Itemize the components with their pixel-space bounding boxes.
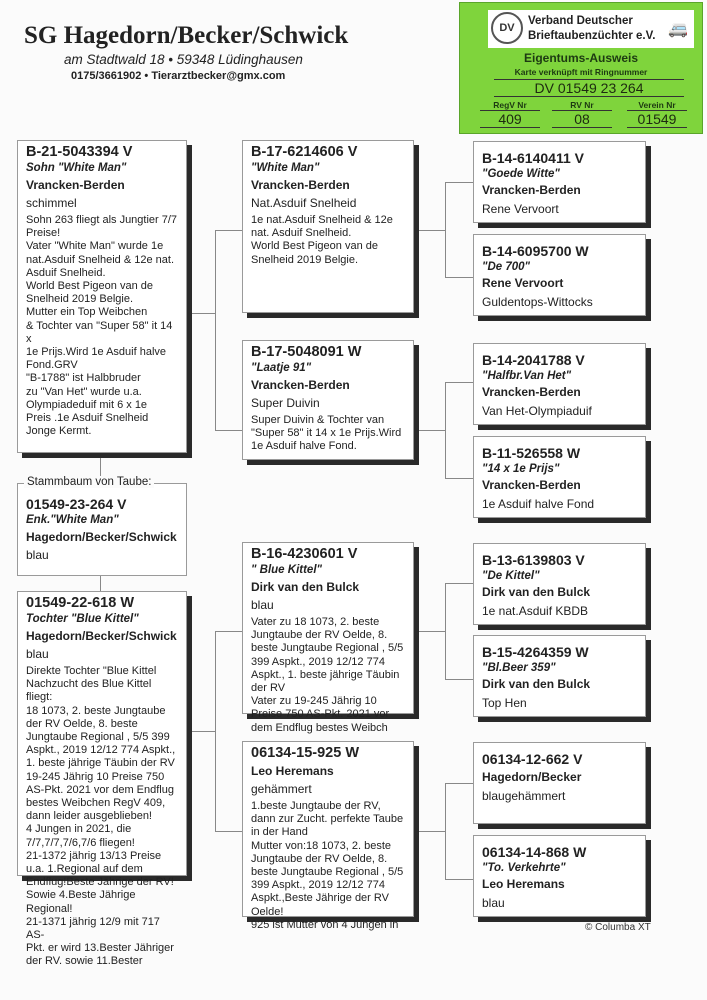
breeder-name: Dirk van den Bulck <box>482 585 591 599</box>
pigeon-color: Nat.Asduif Snelheid <box>251 196 357 210</box>
pigeon-notes: Sohn 263 fliegt als Jungtier 7/7 Preise! Vater "White Man" wurde 1e nat.Asduif Snelheid & 12e nat. Asduif Snelheid. World Best Pigeon van de Snelheid 2019 Belgie. Mutter ein Top Weibchen & Tochter van "Super 58" it 14 x 1e Prijs.Wird 1e Asduif halve Fond.GRV "B-1788" ist Halbbruder zu "Van Het" wurde u.a. Olympiadeduif mit 6 x 1e Preis .1e Asduif Snelheid Jonge Kermt. <box>26 214 178 438</box>
pigeon-notes: 1e nat.Asduif Snelheid & 12e nat. Asduif Snelheid. World Best Pigeon van de Snelheid 2019 Belgie. <box>251 214 393 266</box>
pedigree-card-mother[interactable] <box>17 591 187 968</box>
ring-number: B-14-2041788 V <box>482 352 585 368</box>
breeder-title: SG Hagedorn/Becker/Schwick <box>24 22 349 49</box>
card-value-regv: 409 <box>480 110 540 128</box>
ring-number: B-14-6140411 V <box>482 150 584 166</box>
connector-line <box>445 783 473 784</box>
connector-line <box>445 583 446 679</box>
breeder-name: Leo Heremans <box>482 877 565 891</box>
pigeon-color: 1e nat.Asduif KBDB <box>482 604 589 618</box>
connector-line <box>445 679 473 680</box>
pigeon-color: blaugehämmert <box>482 789 566 803</box>
breeder-name: Rene Vervoort <box>482 276 564 290</box>
card-label-regv: RegV Nr <box>493 100 527 110</box>
pedigree-card-grandmother-maternal[interactable] <box>242 741 414 931</box>
breeder-name: Leo Heremans <box>251 764 334 778</box>
pedigree-card-great-grandparent[interactable] <box>473 343 646 425</box>
ring-number: 06134-12-662 V <box>482 751 583 767</box>
pigeon-notes: Vater zu 18 1073, 2. beste Jungtaube der RV Oelde, 8. beste Jungtaube Regional , 5/5 399 Aspkt., 2019 12/12 774 Aspkt., 1. beste jährige Täubin der RV Vater zu 19-245 Jährig 10 Preise 750 AS-Pkt. 2021 vor dem Endflug bestes Weibch <box>251 616 404 734</box>
pigeon-name: "Goede Witte" <box>482 168 560 180</box>
pigeon-notes: Super Duivin & Tochter van "Super 58" it 14 x 1e Prijs.Wird 1e Asduif halve Fond. <box>251 414 402 453</box>
dv-logo-icon <box>491 12 523 44</box>
pedigree-card-great-grandparent[interactable] <box>473 234 646 316</box>
breeder-address: am Stadtwald 18 • 59348 Lüdinghausen <box>64 52 303 67</box>
connector-line <box>445 583 473 584</box>
connector-line <box>215 831 242 832</box>
connector-line <box>100 576 101 592</box>
card-label-verein: Verein Nr <box>638 100 676 110</box>
connector-line <box>215 631 216 831</box>
ring-number: 01549-22-618 W <box>26 595 135 611</box>
pigeon-name: "Halfbr.Van Het" <box>482 370 572 382</box>
breeder-name: Hagedorn/Becker/Schwick <box>26 629 177 643</box>
pigeon-name: "De 700" <box>482 261 530 273</box>
breeder-name: Hagedorn/Becker <box>482 770 582 784</box>
card-ring-number: DV 01549 23 264 <box>494 79 684 97</box>
ring-number: 06134-15-925 W <box>251 745 360 761</box>
connector-line <box>414 631 445 632</box>
connector-line <box>445 783 446 879</box>
breeder-name: Dirk van den Bulck <box>251 580 360 594</box>
breeder-name: Vrancken-Berden <box>251 378 350 392</box>
card-document-title: Eigentums-Ausweis <box>523 51 639 65</box>
pedigree-card-grandfather-maternal[interactable] <box>242 542 414 734</box>
connector-line <box>445 382 473 383</box>
pigeon-color: Super Duivin <box>251 396 320 410</box>
ring-number: B-17-5048091 W <box>251 344 362 360</box>
connector-line <box>215 631 242 632</box>
pigeon-notes: 1.beste Jungtaube der RV, dann zur Zucht. perfekte Taube in der Hand Mutter von:18 1073, 2. beste Jungtaube der RV Oelde, 8. beste Jungtaube Regional , 5/5 399 Aspkt., 2019 12/12 774 Aspkt.,Beste Jährige der RV Oelde! 925 ist Mutter von 4 Jungen in <box>251 800 404 931</box>
ring-number: B-15-4264359 W <box>482 644 589 660</box>
pigeon-color: Van Het-Olympiaduif <box>482 404 592 418</box>
ring-number: B-14-6095700 W <box>482 243 589 259</box>
pedigree-card-father[interactable] <box>17 140 187 453</box>
card-org-line1: Verband Deutscher <box>528 15 633 27</box>
card-label-rv: RV Nr <box>570 100 594 110</box>
pigeon-name: Tochter "Blue Kittel" <box>26 613 139 625</box>
pigeon-color: gehämmert <box>251 782 312 796</box>
breeder-contact: 0175/3661902 • Tierarztbecker@gmx.com <box>71 70 286 82</box>
pedigree-subject[interactable] <box>17 476 187 576</box>
pigeon-color: blau <box>251 598 274 612</box>
pigeon-color: Rene Vervoort <box>482 202 559 216</box>
pedigree-card-great-grandparent[interactable] <box>473 543 646 625</box>
pigeon-name: "De Kittel" <box>482 570 540 582</box>
connector-line <box>215 430 242 431</box>
pigeon-color: blau <box>26 548 49 562</box>
pigeon-color: Top Hen <box>482 696 527 710</box>
connector-line <box>414 430 445 431</box>
connector-line <box>445 382 446 478</box>
pedigree-card-great-grandparent[interactable] <box>473 742 646 824</box>
pedigree-card-great-grandparent[interactable] <box>473 635 646 717</box>
pedigree-card-great-grandparent[interactable] <box>473 436 646 518</box>
pigeon-name: "14 x 1e Prijs" <box>482 463 560 475</box>
pedigree-card-great-grandparent[interactable] <box>473 835 646 917</box>
breeder-name: Vrancken-Berden <box>26 178 125 192</box>
breeder-name: Dirk van den Bulck <box>482 677 591 691</box>
connector-line <box>445 182 446 277</box>
subject-legend: Stammbaum von Taube: <box>24 476 154 488</box>
copyright-notice: © Columba XT <box>585 922 651 933</box>
pedigree-card-grandfather-paternal[interactable] <box>242 140 414 313</box>
breeder-name: Vrancken-Berden <box>482 478 581 492</box>
connector-line <box>215 230 242 231</box>
pedigree-card-grandmother-paternal[interactable] <box>242 340 414 460</box>
pigeon-color: schimmel <box>26 196 77 210</box>
card-header <box>488 10 694 48</box>
pedigree-card-great-grandparent[interactable] <box>473 141 646 223</box>
connector-line <box>215 230 216 430</box>
ring-number: B-16-4230601 V <box>251 546 358 562</box>
card-value-verein: 01549 <box>627 110 687 128</box>
card-org-line2: Brieftaubenzüchter e.V. <box>528 30 656 42</box>
card-value-rv: 08 <box>552 110 612 128</box>
connector-line <box>414 831 445 832</box>
pigeon-name: "Bl.Beer 359" <box>482 662 556 674</box>
pigeon-name: " Blue Kittel" <box>251 564 322 576</box>
breeder-name: Hagedorn/Becker/Schwick <box>26 530 177 544</box>
car-icon: 🚐 <box>668 21 688 38</box>
ownership-card <box>459 2 703 134</box>
pigeon-name: "White Man" <box>251 162 320 174</box>
ring-number: 01549-23-264 V <box>26 496 127 512</box>
connector-line <box>445 277 473 278</box>
pigeon-name: Sohn "White Man" <box>26 162 127 174</box>
breeder-name: Vrancken-Berden <box>482 183 581 197</box>
connector-line <box>414 230 445 231</box>
ring-number: B-21-5043394 V <box>26 144 133 160</box>
pigeon-name: "Laatje 91" <box>251 362 312 374</box>
pigeon-color: 1e Asduif halve Fond <box>482 497 595 511</box>
card-subtitle: Karte verknüpft mit Ringnummer <box>514 67 648 77</box>
pigeon-name: "To. Verkehrte" <box>482 862 566 874</box>
ring-number: B-17-6214606 V <box>251 144 358 160</box>
ring-number: B-11-526558 W <box>482 445 581 461</box>
pigeon-color: Guldentops-Wittocks <box>482 295 593 309</box>
ring-number: B-13-6139803 V <box>482 552 585 568</box>
pigeon-color: blau <box>482 896 505 910</box>
logo-text: DV <box>499 22 515 34</box>
connector-line <box>187 313 215 314</box>
breeder-name: Vrancken-Berden <box>482 385 581 399</box>
pigeon-name: Enk."White Man" <box>26 514 119 526</box>
breeder-name: Vrancken-Berden <box>251 178 350 192</box>
pigeon-color: blau <box>26 647 49 661</box>
connector-line <box>187 731 215 732</box>
pigeon-notes: Direkte Tochter "Blue Kittel Nachzucht des Blue Kittel fliegt: 18 1073, 2. beste Jungtaube der RV Oelde, 8. beste Jungtaube Regional , 5/5 399 Aspkt., 2019 12/12 774 Aspkt., 1. beste jährige Täubin der RV 19-245 Jährig 10 Preise 750 AS-Pkt. 2021 vor dem Endflug bestes Weibchen RegV 409, dann leider ausgeblieben! 4 Jungen in 2021, die 7/7,7/7,7/6,7/6 fliegen! 21-1372 jährig 13/13 Preise u.a. 1.Regional auf dem Endflug!Beste Jährige der RV! Sowie 4.Beste Jährige Regional! 21-1371 jährig 12/9 mit 717 AS- Pkt. er wird 13.Bester Jähriger der RV. sowie 11.Bester <box>26 665 176 968</box>
connector-line <box>445 879 473 880</box>
connector-line <box>445 478 473 479</box>
connector-line <box>445 182 473 183</box>
ring-number: 06134-14-868 W <box>482 844 587 860</box>
